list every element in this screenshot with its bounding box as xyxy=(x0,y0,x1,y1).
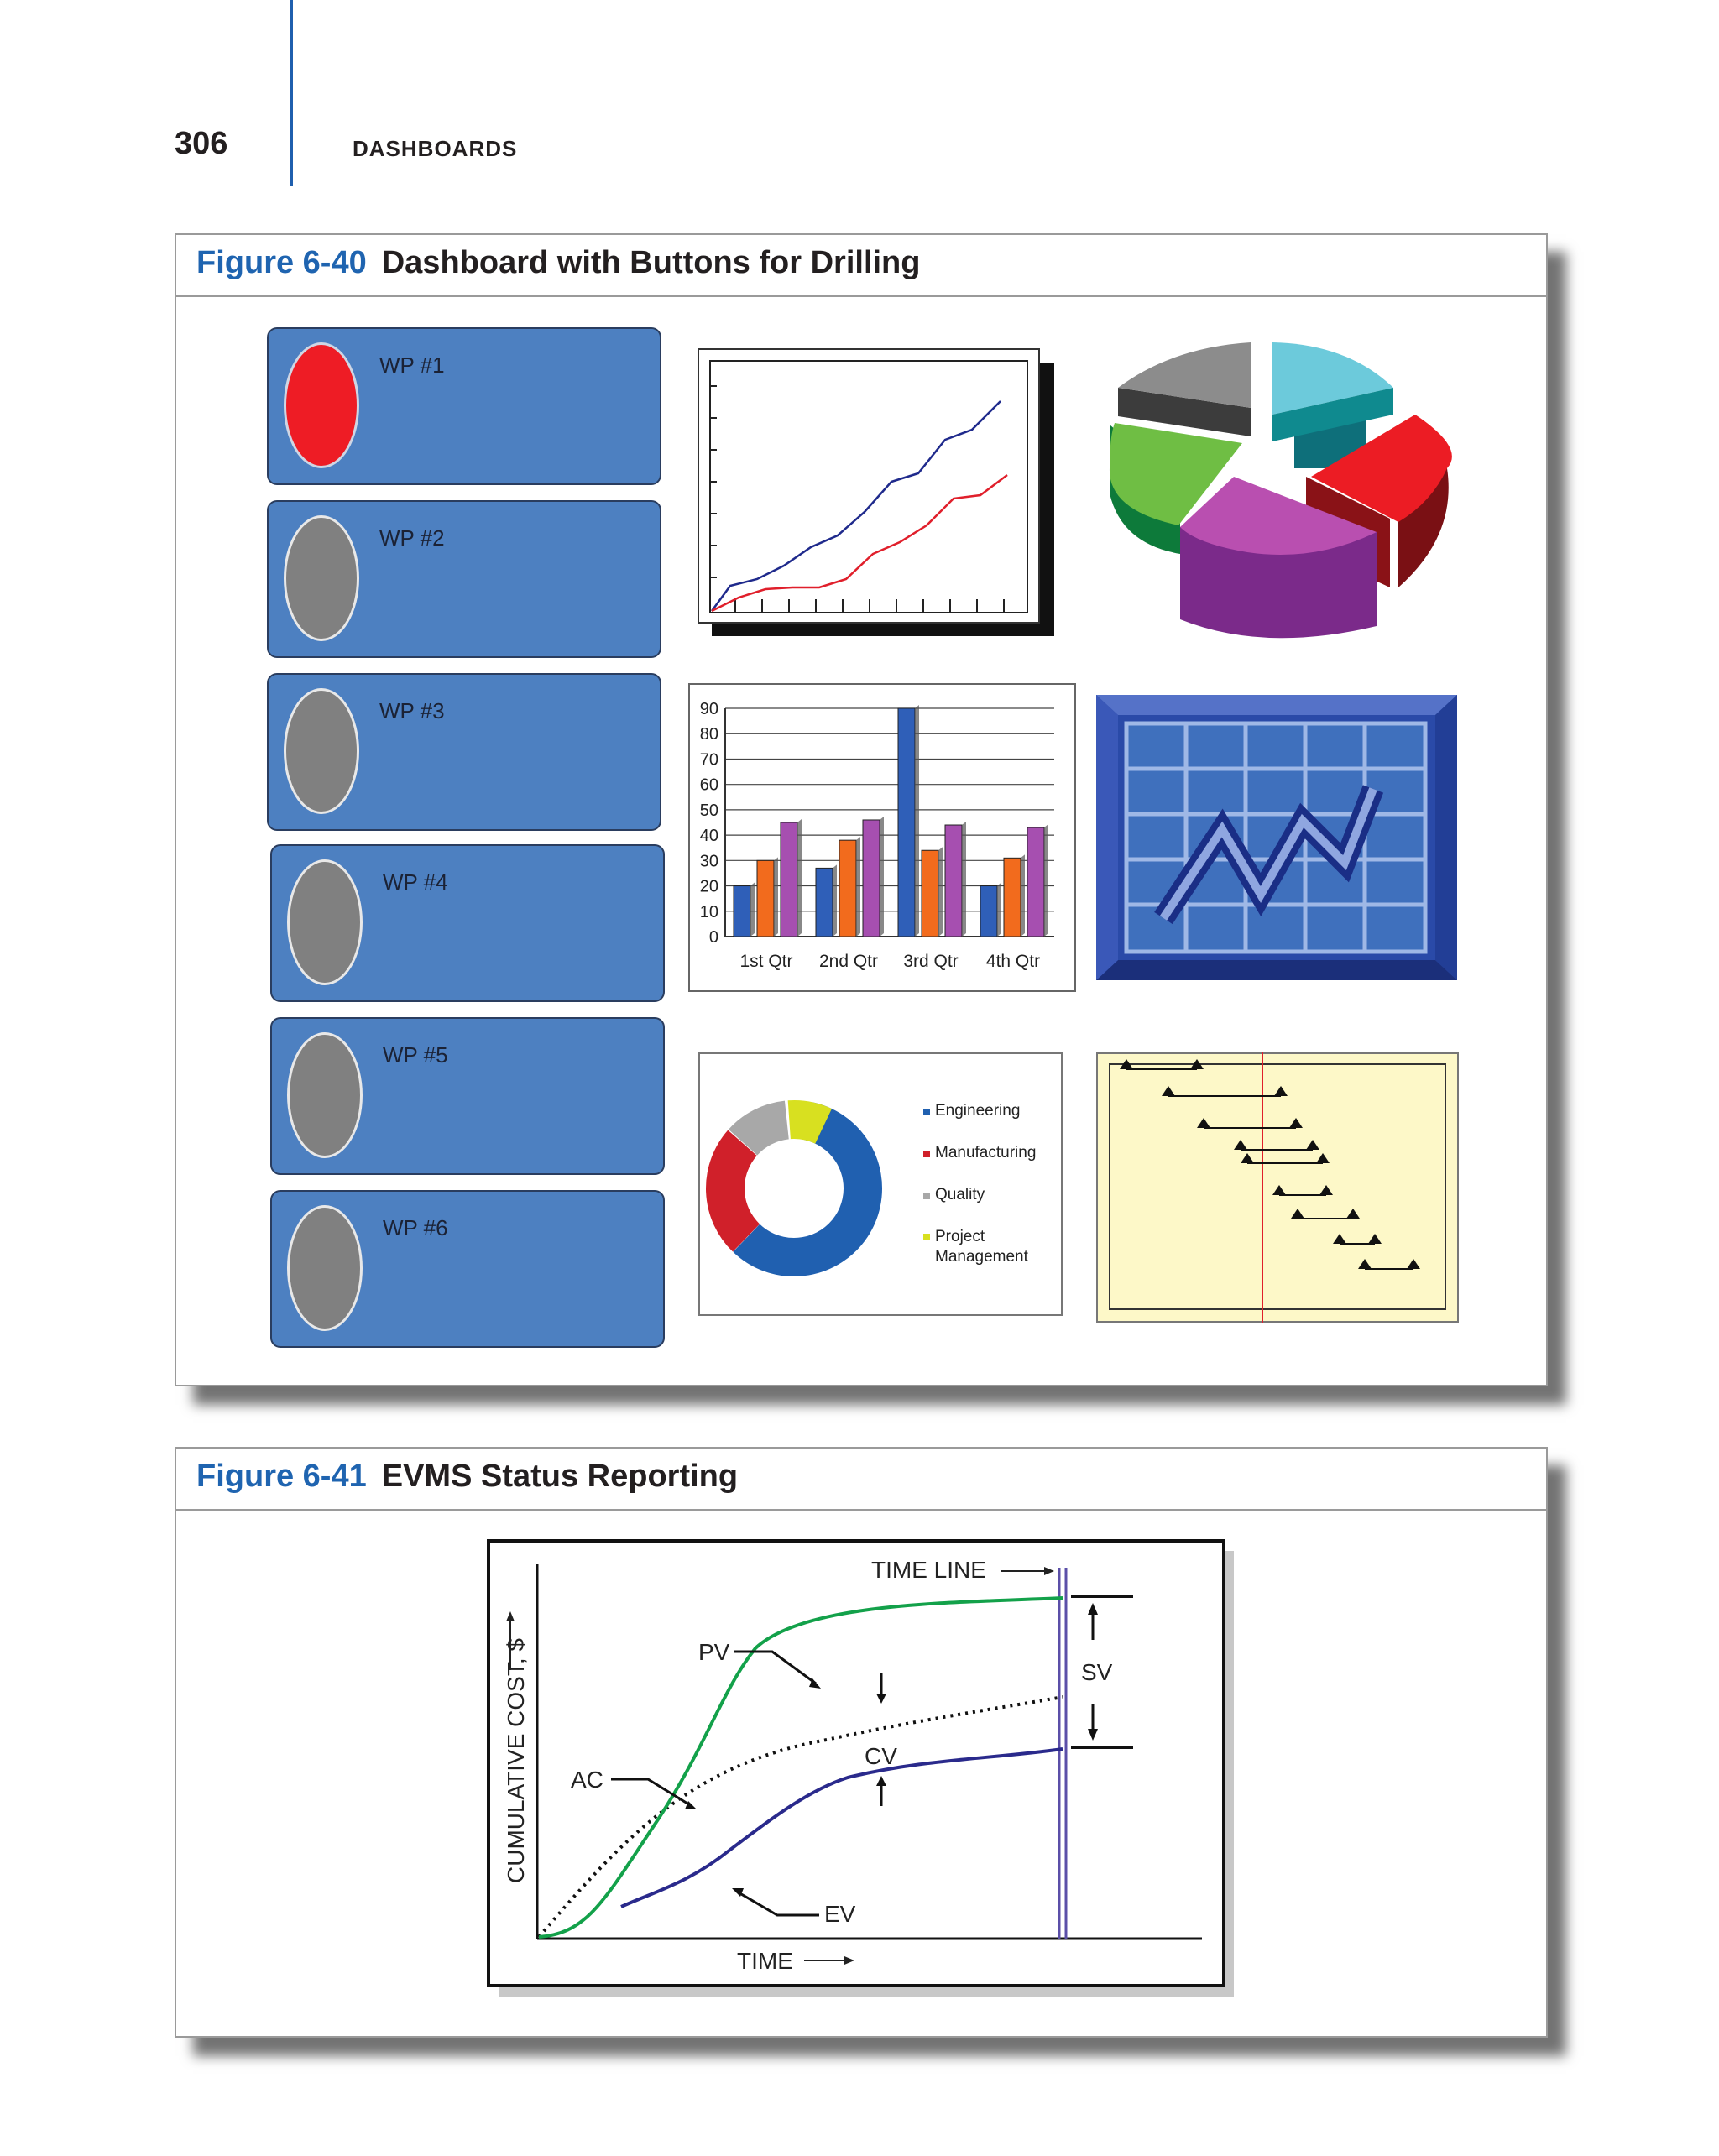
y-tick-label: 70 xyxy=(699,750,718,770)
legend-item xyxy=(923,1143,1036,1185)
pv-label: PV xyxy=(698,1639,730,1665)
figure-6-41 xyxy=(175,1447,1548,2038)
wp-label: WP #5 xyxy=(383,1042,448,1068)
wp-label: WP #1 xyxy=(379,352,445,378)
bar xyxy=(839,840,856,937)
y-tick-label: 40 xyxy=(699,827,718,846)
y-tick-label: 10 xyxy=(699,902,718,921)
line-chart-icon[interactable] xyxy=(697,347,1059,641)
legend-swatch-icon xyxy=(923,1151,930,1157)
cv-label: CV xyxy=(865,1743,897,1769)
status-oval-icon xyxy=(284,515,359,641)
wp-label: WP #2 xyxy=(379,525,445,551)
wp-label: WP #6 xyxy=(383,1215,448,1240)
y-tick-label: 50 xyxy=(699,801,718,820)
figure-label: Figure 6-41 xyxy=(196,1459,367,1494)
donut-chart-icon xyxy=(700,1079,893,1297)
y-tick-label: 30 xyxy=(699,852,718,871)
figure-label: Figure 6-40 xyxy=(196,245,367,280)
figure-caption: EVMS Status Reporting xyxy=(381,1459,739,1494)
legend-item xyxy=(923,1185,1036,1227)
bar-side xyxy=(1044,824,1048,937)
bar xyxy=(980,886,997,937)
evms-diagram xyxy=(487,1539,1234,2001)
header-rule xyxy=(290,0,293,186)
bar xyxy=(734,886,750,937)
x-axis-label: TIME xyxy=(737,1948,793,1974)
y-tick-label: 60 xyxy=(699,775,718,795)
wp-button-1[interactable] xyxy=(267,327,661,485)
x-tick-label: 2nd Qtr xyxy=(818,952,879,971)
donut-chart-panel[interactable] xyxy=(698,1052,1063,1316)
bar-side xyxy=(750,883,755,937)
legend-swatch-icon xyxy=(923,1109,930,1115)
bar-side xyxy=(856,837,860,937)
y-tick-label: 20 xyxy=(699,877,718,896)
legend-label: Engineering xyxy=(935,1102,1021,1120)
bar-side xyxy=(774,857,778,937)
legend-swatch-icon xyxy=(923,1193,930,1199)
wp-button-5[interactable] xyxy=(270,1017,665,1175)
running-head: DASHBOARDS xyxy=(353,136,518,161)
status-oval-icon xyxy=(284,342,359,468)
title-divider xyxy=(176,295,1546,297)
bar-side xyxy=(997,883,1001,937)
bar xyxy=(922,850,938,937)
y-axis-label: CUMULATIVE COST, $ xyxy=(503,1638,529,1883)
status-oval-icon xyxy=(287,1032,363,1158)
bar-side xyxy=(797,819,802,937)
wp-label: WP #4 xyxy=(383,869,448,895)
bar xyxy=(816,868,833,937)
ac-label: AC xyxy=(571,1767,603,1793)
ev-label: EV xyxy=(824,1901,856,1927)
wp-label: WP #3 xyxy=(379,698,445,723)
bar xyxy=(1027,827,1044,937)
figure-caption: Dashboard with Buttons for Drilling xyxy=(381,245,921,280)
status-oval-icon xyxy=(287,1205,363,1331)
sv-label: SV xyxy=(1081,1659,1113,1685)
status-oval-icon xyxy=(284,688,359,814)
bar xyxy=(863,820,880,937)
y-tick-label: 90 xyxy=(699,700,718,718)
wp-button-6[interactable] xyxy=(270,1190,665,1348)
bar xyxy=(898,708,915,937)
donut-legend xyxy=(923,1101,1036,1269)
bar-side xyxy=(915,705,919,937)
figure-6-40 xyxy=(175,233,1548,1386)
figure-title xyxy=(196,1459,738,1495)
legend-item xyxy=(923,1227,1036,1269)
3d-pie-icon[interactable] xyxy=(1096,342,1462,645)
bar-side xyxy=(880,817,884,937)
title-divider xyxy=(176,1509,1546,1511)
bar-side xyxy=(962,822,966,937)
x-tick-label: 3rd Qtr xyxy=(903,952,959,971)
bar-side xyxy=(833,864,837,937)
bar xyxy=(1004,858,1021,937)
legend-label: Project Management xyxy=(935,1228,1028,1266)
bar xyxy=(945,825,962,937)
legend-label: Quality xyxy=(935,1186,985,1203)
bar xyxy=(757,860,774,937)
bar-chart xyxy=(688,683,1076,992)
time-line-label: TIME LINE xyxy=(871,1557,986,1583)
legend-item xyxy=(923,1101,1036,1143)
wp-button-2[interactable] xyxy=(267,500,661,658)
x-tick-label: 4th Qtr xyxy=(985,952,1041,971)
figure-title xyxy=(196,245,921,281)
bar-side xyxy=(938,847,943,937)
bar xyxy=(781,822,797,937)
wp-button-4[interactable] xyxy=(270,844,665,1002)
gantt-chart-icon[interactable] xyxy=(1096,1052,1459,1323)
bar-side xyxy=(1021,854,1025,937)
page-number: 306 xyxy=(175,126,228,161)
x-tick-label: 1st Qtr xyxy=(739,952,793,971)
y-tick-label: 0 xyxy=(708,928,718,947)
y-tick-label: 80 xyxy=(699,725,718,744)
legend-swatch-icon xyxy=(923,1234,930,1240)
status-oval-icon xyxy=(287,859,363,985)
trend-grid-icon[interactable] xyxy=(1096,695,1457,980)
legend-label: Manufacturing xyxy=(935,1144,1037,1162)
wp-button-3[interactable] xyxy=(267,673,661,831)
